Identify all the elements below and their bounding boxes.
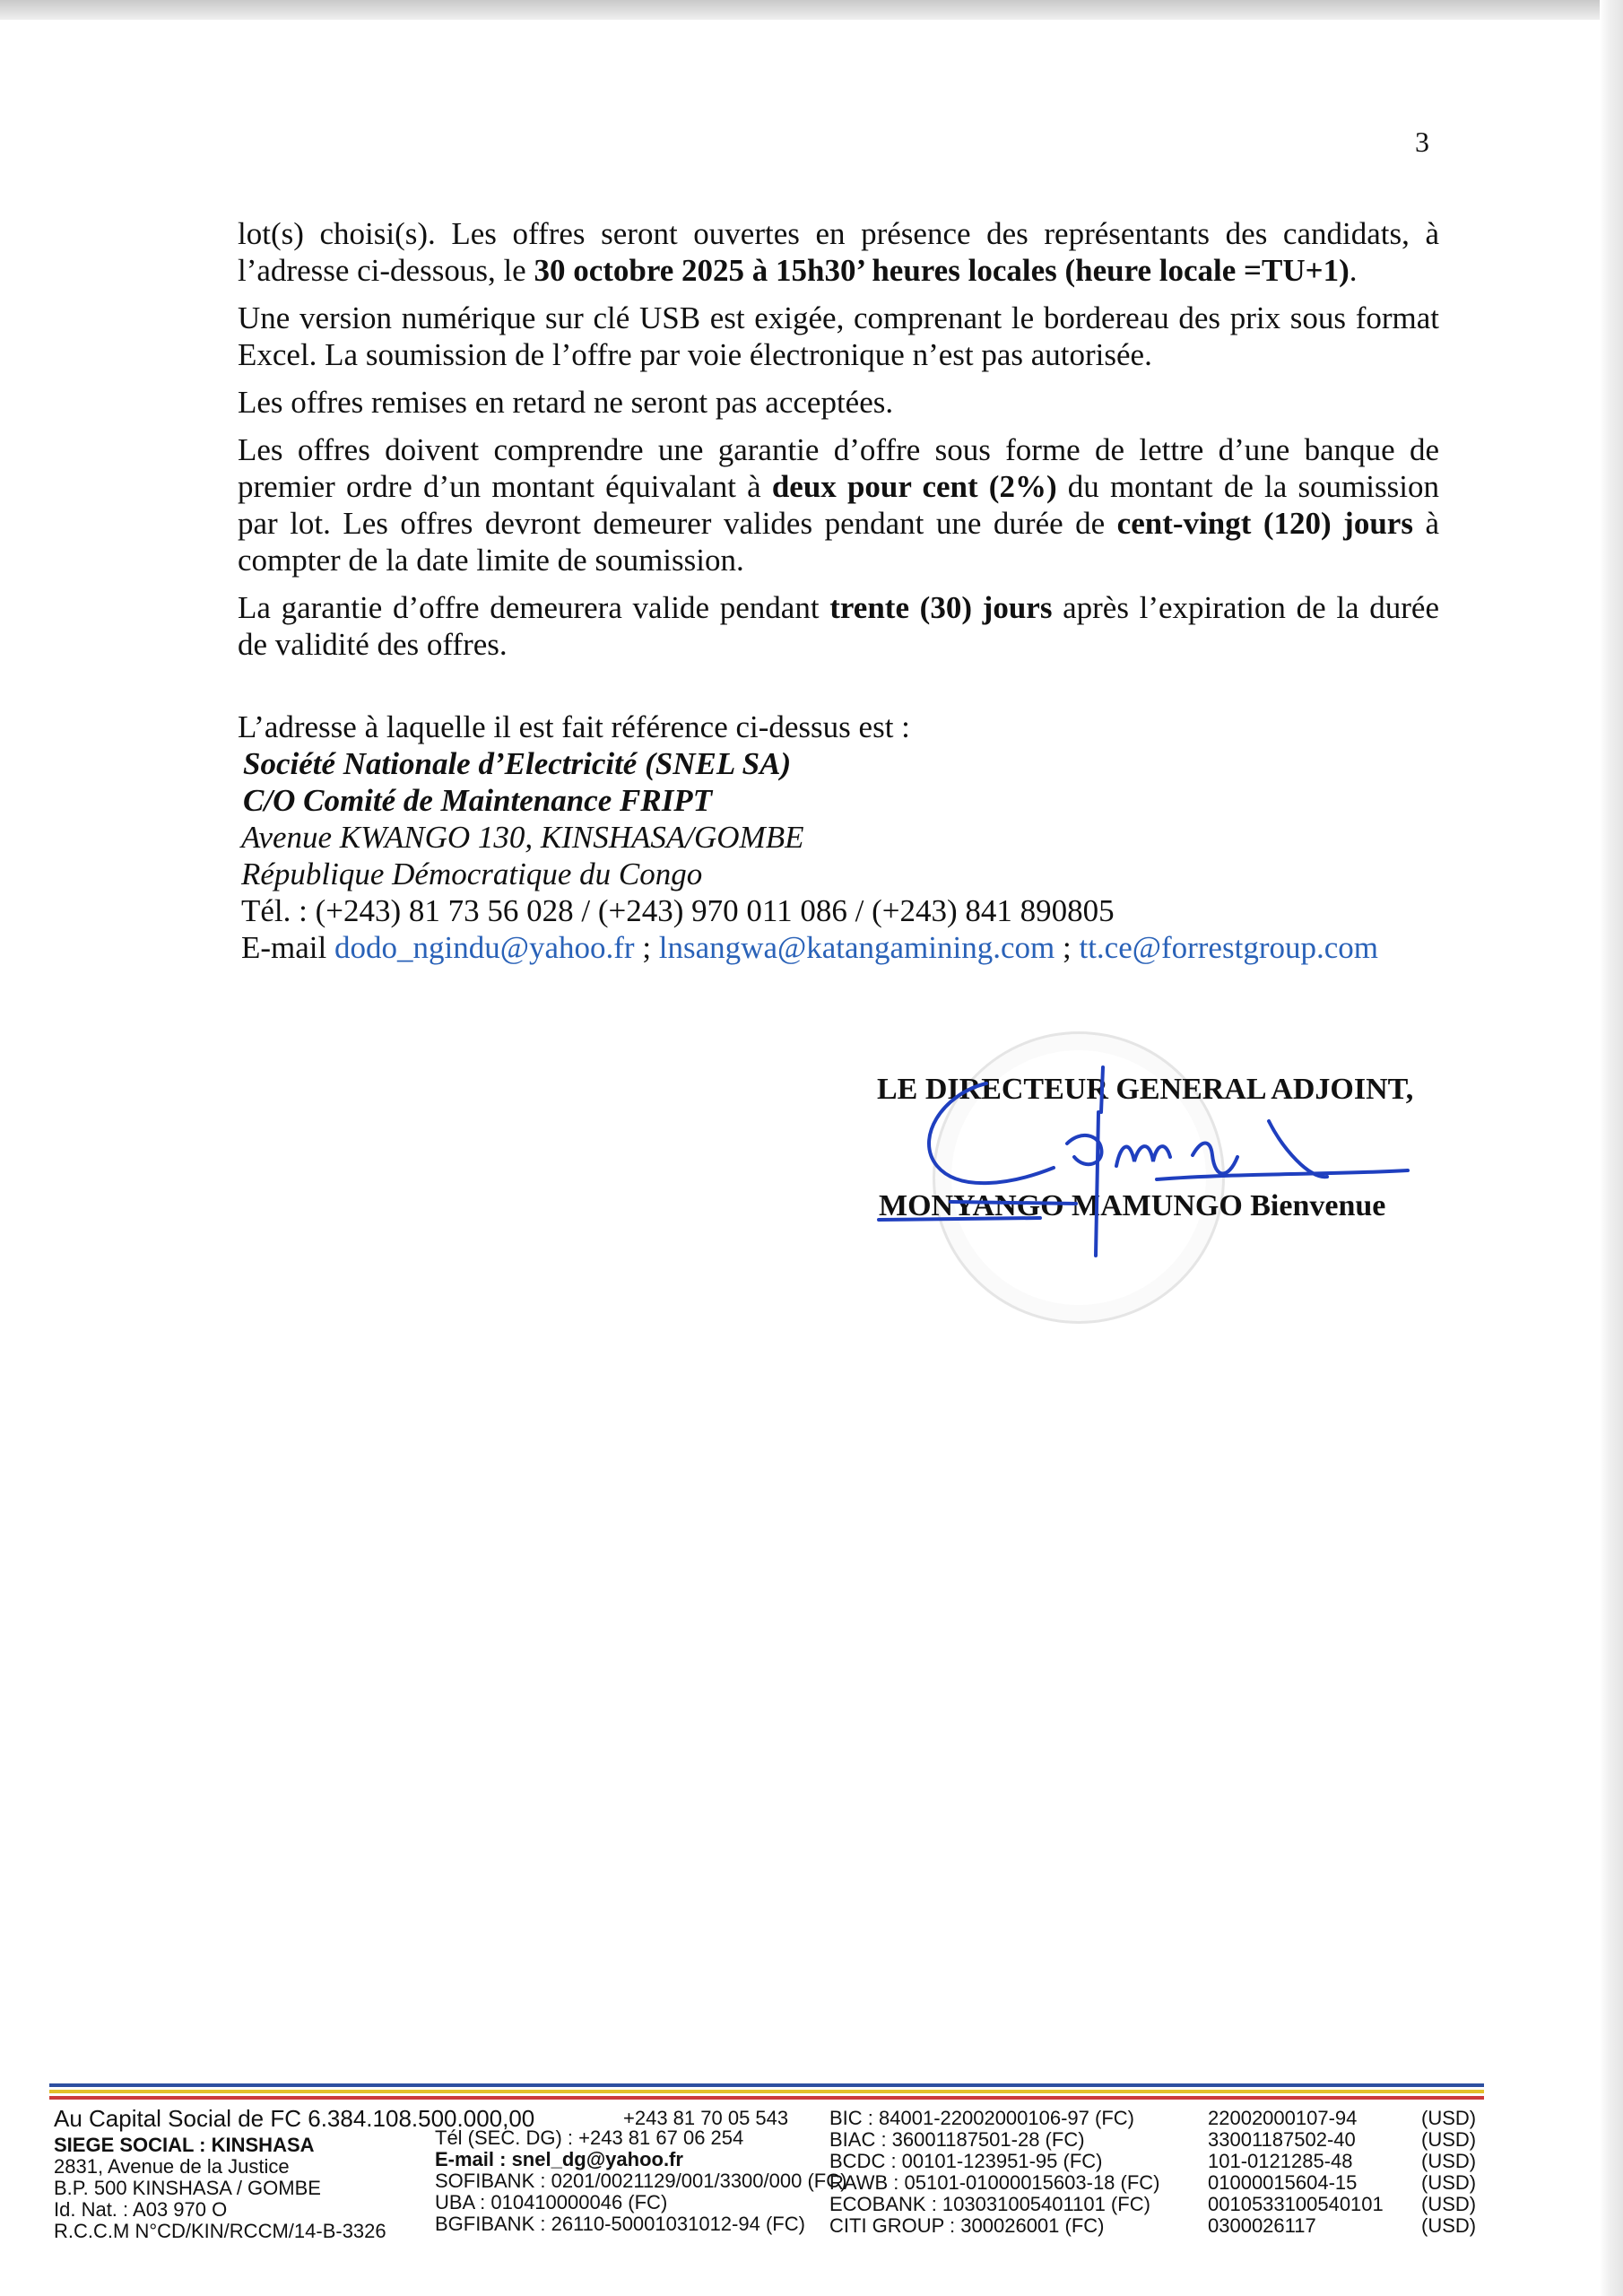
paragraph-usb: Une version numérique sur clé USB est exigée, comprenant le bordereau des prix sous format Excel. La soumission de l’offre par voie électronique n’est pas autorisée. <box>238 300 1439 372</box>
footer-rule-red <box>49 2096 1484 2100</box>
signature-stroke <box>950 1202 1076 1204</box>
footer-currency-usd: (USD) <box>1421 2150 1477 2172</box>
paragraph-guarantee <box>238 431 1439 578</box>
signature-stroke <box>1116 1146 1170 1166</box>
footer-contact-banks <box>435 2108 846 2235</box>
paragraph-text: à compter de la date limite de soumission. <box>238 506 1439 578</box>
address-block <box>238 709 1475 966</box>
footer-bank: ECOBANK : 103031005401101 (FC) <box>829 2193 1150 2215</box>
footer-banks-usd <box>1208 2108 1384 2237</box>
signature-stroke <box>1269 1121 1327 1177</box>
footer-head-office: SIEGE SOCIAL : KINSHASA <box>54 2134 315 2156</box>
footer-rccm: R.C.C.M N°CD/KIN/RCCM/14-B-3326 <box>54 2220 386 2242</box>
footer-color-rules <box>49 2083 1484 2102</box>
email-link-2[interactable]: lnsangwa@katangamining.com <box>658 930 1055 965</box>
footer-currency-usd: (USD) <box>1421 2107 1477 2129</box>
paragraph-text: du montant de la soumission par lot. Les offres devront demeurer valides pendant une durée de <box>238 469 1439 541</box>
letterhead-footer <box>49 2105 1484 2251</box>
footer-account: 01000015604-15 <box>1208 2171 1358 2194</box>
signature-stroke <box>879 1218 1040 1220</box>
footer-email: E-mail : snel_dg@yahoo.fr <box>435 2148 683 2170</box>
footer-currency-usd: (USD) <box>1421 2128 1477 2151</box>
footer-rule-yellow <box>49 2090 1484 2093</box>
footer-bank: RAWB : 05101-01000015603-18 (FC) <box>829 2171 1160 2194</box>
footer-bank: BIAC : 36001187501-28 (FC) <box>829 2128 1085 2151</box>
email-link-1[interactable]: dodo_ngindu@yahoo.fr <box>334 930 635 965</box>
signatory-title: LE DIRECTEUR GENERAL ADJOINT, <box>877 1073 1414 1106</box>
signature-stroke <box>1193 1144 1237 1174</box>
footer-currency-usd: (USD) <box>1421 2193 1477 2215</box>
paragraph-text: Les offres doivent comprendre une garantie d’offre sous forme de lettre d’une banque de premier ordre d’un montant équivalant à <box>238 432 1439 504</box>
paragraph-text: . <box>1349 253 1358 288</box>
footer-bank: BGFIBANK : 26110-50001031012-94 (FC) <box>435 2213 805 2235</box>
address-country: République Démocratique du Congo <box>241 857 703 891</box>
footer-bank: CITI GROUP : 300026001 (FC) <box>829 2214 1105 2237</box>
scan-right-edge <box>1600 0 1623 2296</box>
footer-account: 0300026117 <box>1208 2214 1316 2237</box>
email-separator: ; <box>634 930 659 965</box>
footer-bank: SOFIBANK : 0201/0021129/001/3300/000 (FC) <box>435 2170 847 2192</box>
address-email <box>238 929 1475 966</box>
paragraph-text: La garantie d’offre demeurera valide pendant <box>238 590 830 625</box>
footer-capital: Au Capital Social de FC 6.384.108.500.000,00 <box>54 2105 535 2132</box>
paragraph-text: après l’expiration de la durée de validité des offres. <box>238 590 1439 662</box>
address-org: Société Nationale d’Electricité (SNEL SA) <box>243 746 792 781</box>
signature-stroke <box>1157 1170 1408 1179</box>
footer-bank: BIC : 84001-22002000106-97 (FC) <box>829 2107 1134 2129</box>
paragraph-opening <box>238 215 1439 289</box>
footer-rule-blue <box>49 2083 1484 2087</box>
footer-nat-id: Id. Nat. : A03 970 O <box>54 2198 228 2221</box>
footer-banks-fc <box>829 2108 1160 2237</box>
footer-phone: +243 81 70 05 543 <box>623 2107 789 2129</box>
paragraph-text: lot(s) choisi(s). Les offres seront ouvertes en présence des représentants des candidats, à l’adresse ci-dessous, le <box>238 216 1439 288</box>
address-phone: Tél. : (+243) 81 73 56 028 / (+243) 970 011 086 / (+243) 841 890805 <box>241 893 1115 928</box>
paragraph-guarantee-validity <box>238 589 1439 663</box>
guarantee-percent: deux pour cent (2%) <box>771 469 1057 504</box>
footer-account: 22002000107-94 <box>1208 2107 1358 2129</box>
footer-po-box: B.P. 500 KINSHASA / GOMBE <box>54 2177 321 2199</box>
email-label: E-mail <box>241 930 334 965</box>
scan-top-edge <box>0 0 1623 20</box>
footer-account: 101-0121285-48 <box>1208 2150 1353 2172</box>
footer-currency-usd: (USD) <box>1421 2214 1477 2237</box>
signatory-name: MONYANGO MAMUNGO Bienvenue <box>879 1189 1386 1222</box>
address-committee: C/O Comité de Maintenance FRIPT <box>243 783 713 818</box>
address-intro: L’adresse à laquelle il est fait référence ci-dessus est : <box>238 709 910 744</box>
address-street: Avenue KWANGO 130, KINSHASA/GOMBE <box>241 820 804 855</box>
footer-currency-usd: (USD) <box>1421 2171 1477 2194</box>
footer-phone-dg: Tél (SEC. DG) : +243 81 67 06 254 <box>435 2126 744 2149</box>
footer-account: 0010533100540101 <box>1208 2193 1384 2215</box>
opening-date: 30 octobre 2025 à 15h30’ heures locales (heure locale =TU+1) <box>534 253 1350 288</box>
footer-account: 33001187502-40 <box>1208 2128 1356 2151</box>
footer-bank: UBA : 010410000046 (FC) <box>435 2191 668 2213</box>
body-text <box>238 215 1439 674</box>
handwritten-signature <box>861 1058 1417 1274</box>
footer-currency <box>1421 2108 1476 2237</box>
email-link-3[interactable]: tt.ce@forrestgroup.com <box>1079 930 1378 965</box>
footer-bank: BCDC : 00101-123951-95 (FC) <box>829 2150 1103 2172</box>
page-number: 3 <box>1415 126 1429 158</box>
signature-stroke <box>929 1083 1054 1183</box>
guarantee-days: trente (30) jours <box>829 590 1053 625</box>
footer-address: 2831, Avenue de la Justice <box>54 2155 290 2178</box>
validity-duration: cent-vingt (120) jours <box>1116 506 1413 541</box>
paragraph-late-offers: Les offres remises en retard ne seront pas acceptées. <box>238 385 894 420</box>
email-separator: ; <box>1055 930 1080 965</box>
